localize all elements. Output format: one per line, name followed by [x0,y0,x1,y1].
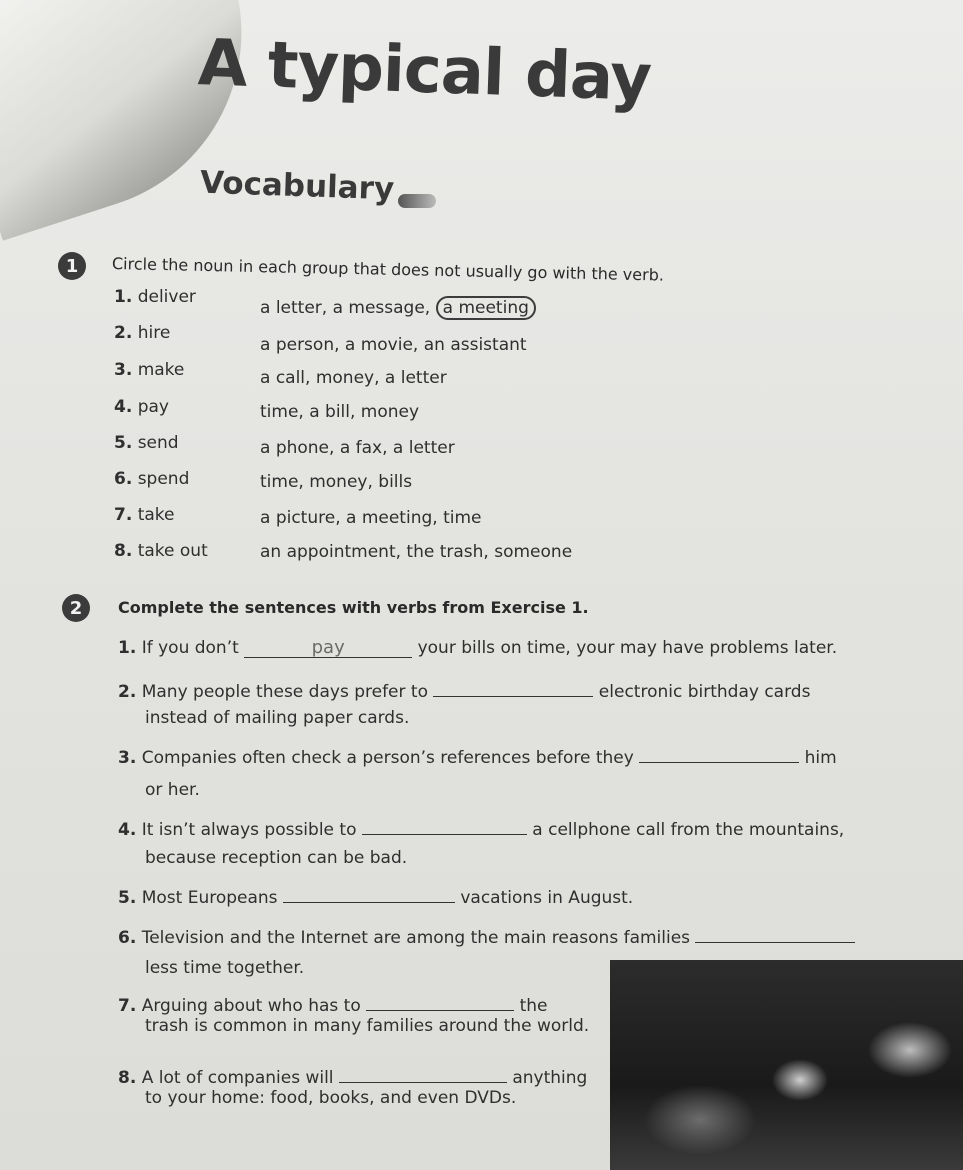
ex2-sentence-8-cont: to your home: food, books, and even DVDs. [145,1088,517,1108]
answer-blank[interactable] [695,924,855,943]
answer-blank[interactable] [366,992,514,1011]
handwritten-answer: pay [311,637,345,658]
ex2-sentence-2: 2. Many people these days prefer to electronic birthday cards [118,678,810,702]
ex2-sentence-8: 8. A lot of companies will anything [118,1064,587,1088]
ex1-item-8: 8. take out [114,541,208,561]
ex1-item-7: 7. take [114,505,175,525]
ex1-item-5-nouns: a phone, a fax, a letter [260,438,455,458]
answer-blank[interactable] [433,678,593,697]
ex2-sentence-2-cont: instead of mailing paper cards. [145,708,410,728]
ex2-sentence-1: 1. If you don’t pay your bills on time, your may have problems later. [118,637,838,658]
answer-blank[interactable] [362,816,527,835]
ex1-item-3: 3. make [114,360,185,380]
ex1-item-2-nouns: a person, a movie, an assistant [260,335,527,355]
ex1-item-1-nouns: a letter, a message, a meeting [260,298,536,318]
exercise-1-number: 1 [58,252,86,280]
section-heading: Vocabulary [199,164,395,208]
ex1-item-1 [114,287,196,307]
ex1-item-3-nouns: a call, money, a letter [260,368,447,388]
page-title: A typical day [196,26,653,116]
section-marker-icon [398,194,436,208]
item-verb: deliver [137,287,196,307]
exercise-1-instruction: Circle the noun in each group that does not usually go with the verb. [111,254,665,285]
ex1-item-6: 6. spend [114,469,190,489]
item-number: 1. [114,287,133,307]
ex1-item-7-nouns: a picture, a meeting, time [260,508,482,528]
ex1-item-5: 5. send [114,433,179,453]
ex1-item-8-nouns: an appointment, the trash, someone [260,542,573,562]
ex1-item-2: 2. hire [114,323,171,343]
ex2-sentence-3: 3. Companies often check a person’s references before they him [118,744,837,768]
ex1-item-4: 4. pay [114,397,169,417]
ex2-sentence-7: 7. Arguing about who has to the [118,992,547,1016]
ex2-sentence-5: 5. Most Europeans vacations in August. [118,884,633,908]
answer-blank[interactable] [244,639,412,658]
ex2-sentence-4: 4. It isn’t always possible to a cellphone call from the mountains, [118,816,844,840]
ex1-item-4-nouns: time, a bill, money [260,402,420,422]
exercise-2-instruction: Complete the sentences with verbs from Exercise 1. [118,598,589,617]
ex2-sentence-3-cont: or her. [145,780,200,800]
answer-blank[interactable] [283,884,455,903]
circled-answer: a meeting [436,296,536,320]
ex2-sentence-6: 6. Television and the Internet are among the main reasons families [118,924,855,948]
answer-blank[interactable] [339,1064,507,1083]
ex2-sentence-6-cont: less time together. [145,958,305,978]
family-photo [610,960,963,1170]
ex1-item-6-nouns: time, money, bills [260,472,413,492]
answer-blank[interactable] [639,744,799,763]
exercise-2-number: 2 [62,594,90,622]
ex2-sentence-4-cont: because reception can be bad. [145,848,408,868]
ex2-sentence-7-cont: trash is common in many families around the world. [145,1016,590,1036]
